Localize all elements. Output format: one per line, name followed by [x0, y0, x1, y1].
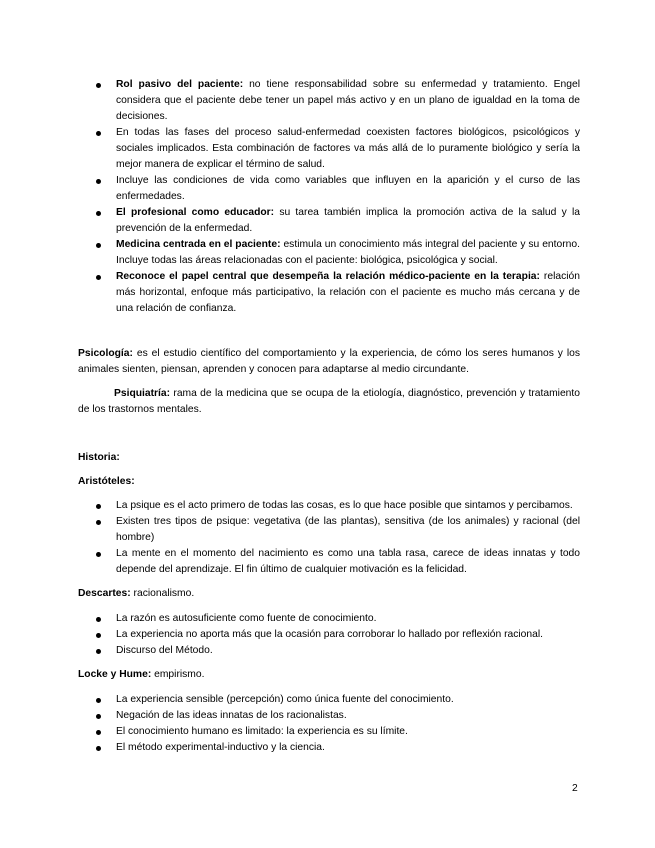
aristoteles-list: [96, 498, 580, 578]
list-item: [96, 173, 580, 205]
psicologia-paragraph: [78, 346, 580, 378]
list-item: El método experimental-inductivo y la ciencia.: [96, 740, 580, 756]
locke-heading: Locke y Hume:: [78, 669, 152, 680]
item-text: no tiene responsabilidad sobre su enfermedad y tratamiento. Engel considera que el paciente debe tener un papel más activo y en un plano de igualdad en la toma de decisiones.: [116, 79, 580, 122]
descartes-list: [96, 611, 580, 659]
item-text: su tarea también implica la promoción activa de la salud y la prevención de la enfermedad.: [116, 207, 580, 234]
list-item: La psique es el acto primero de todas las cosas, es lo que hace posible que sintamos y percibamos.: [96, 498, 580, 514]
list-item: Negación de las ideas innatas de los racionalistas.: [96, 708, 580, 724]
locke-line: [78, 667, 580, 683]
psicologia-term: Psicología:: [78, 348, 133, 359]
list-item: [96, 205, 580, 237]
item-term: Reconoce el papel central que desempeña la relación médico-paciente en la terapia:: [116, 271, 540, 282]
list-item: La mente en el momento del nacimiento es como una tabla rasa, carece de ideas innatas y todo depende del aprendizaje. El fin último de cualquier motivación es la felicidad.: [96, 546, 580, 578]
list-item: [96, 77, 580, 125]
psiquiatria-term: Psiquiatría:: [114, 388, 171, 399]
psiquiatria-text: rama de la medicina que se ocupa de la etiología, diagnóstico, prevención y tratamiento de los trastornos mentales.: [78, 388, 580, 415]
descartes-subtitle: racionalismo.: [133, 588, 195, 599]
item-text: En todas las fases del proceso salud-enfermedad coexisten factores biológicos, psicológicos y sociales implicados. Esta combinación de factores va más allá de lo puramente biológico y sería la mejor manera de explicar el término de salud.: [116, 127, 580, 170]
historia-heading: Historia:: [78, 452, 120, 463]
item-term: Medicina centrada en el paciente:: [116, 239, 281, 250]
locke-list: [96, 692, 580, 756]
list-item: La razón es autosuficiente como fuente de conocimiento.: [96, 611, 580, 627]
psiquiatria-paragraph: [78, 386, 580, 418]
list-item: La experiencia sensible (percepción) como única fuente del conocimiento.: [96, 692, 580, 708]
locke-subtitle: empirismo.: [154, 669, 205, 680]
list-item: [96, 237, 580, 269]
descartes-line: [78, 586, 580, 602]
list-item: La experiencia no aporta más que la ocasión para corroborar lo hallado por reflexión racional.: [96, 627, 580, 643]
item-term: Rol pasivo del paciente:: [116, 79, 244, 90]
item-text: estimula un conocimiento más integral del paciente y su entorno. Incluye todas las áreas relacionadas con el paciente: biológica, psicológica y social.: [116, 239, 580, 266]
list-item: Discurso del Método.: [96, 643, 580, 659]
intro-bullet-list: [96, 77, 580, 317]
list-item: Existen tres tipos de psique: vegetativa (de las plantas), sensitiva (de los animales) y racional (del hombre): [96, 514, 580, 546]
list-item: [96, 125, 580, 173]
item-term: El profesional como educador:: [116, 207, 275, 218]
aristoteles-heading: Aristóteles:: [78, 476, 135, 487]
item-text: Incluye las condiciones de vida como variables que influyen en la aparición y el curso de las enfermedades.: [116, 175, 580, 202]
psicologia-text: es el estudio científico del comportamiento y la experiencia, de cómo los seres humanos y los animales sienten, piensan, aprenden y conocen para adaptarse al medio circundante.: [78, 348, 580, 375]
page-number: 2: [572, 783, 578, 794]
descartes-heading: Descartes:: [78, 588, 131, 599]
list-item: [96, 269, 580, 317]
item-text: relación más horizontal, enfoque más participativo, la relación con el paciente es mucho más cercana y de una relación de confianza.: [116, 271, 580, 314]
list-item: El conocimiento humano es limitado: la experiencia es su límite.: [96, 724, 580, 740]
